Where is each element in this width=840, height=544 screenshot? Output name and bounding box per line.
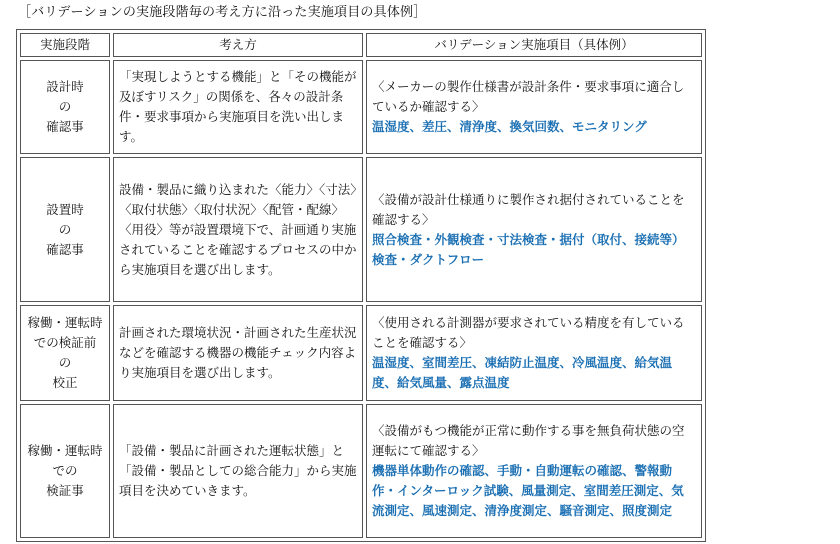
- stage-line: 稼働・運転時: [27, 315, 103, 330]
- stage-line: の: [58, 221, 72, 237]
- stage-line: 設計時: [46, 79, 84, 94]
- items-cell: [366, 157, 702, 302]
- stage-line: 設置時: [46, 201, 84, 217]
- items-cell: [366, 305, 702, 401]
- stage-line: の: [58, 355, 72, 370]
- stage-line: での検証前: [33, 335, 97, 350]
- table-row: [20, 157, 702, 302]
- header-items: バリデーション実施項目（具体例）: [366, 33, 702, 57]
- items-cell: [366, 60, 702, 154]
- item-description: 〈設備が設計仕様通りに製作され据付されていることを確認する〉: [372, 191, 685, 227]
- stage-cell: [20, 157, 110, 302]
- approach-cell: 「実現しようとする機能」と「その機能が及ぼすリスク」の関係を、各々の設計条件・要求事項から実施項目を洗い出します。: [113, 60, 363, 154]
- item-description: 〈設備がもつ機能が正常に動作する事を無負荷状態の空運転にて確認する〉: [372, 423, 685, 458]
- item-examples: 照合検査・外観検査・寸法検査・据付（取付、接続等）検査・ダクトフロー: [372, 231, 685, 267]
- header-row: [20, 33, 702, 57]
- stage-cell: [20, 404, 110, 538]
- stage-cell: [20, 60, 110, 154]
- item-examples: 機器単体動作の確認、手動・自動運転の確認、警報動作・インターロック試験、風量測定、室間差圧測定、気流測定、風速測定、清浄度測定、騒音測定、照度測定: [372, 463, 684, 518]
- stage-line: 稼働・運転時: [27, 443, 103, 458]
- approach-cell: 設備・製品に織り込まれた〈能力〉〈寸法〉〈取付状態〉〈取付状況〉〈配管・配線〉〈用役〉等が設置環境下で、計画通り実施されていることを確認するプロセスの中から実施項目を選び出します。: [113, 157, 363, 302]
- stage-line: 校正: [52, 375, 78, 390]
- approach-cell: 計画された環境状況・計画された生産状況などを確認する機器の機能チェック内容より実施項目を選び出します。: [113, 305, 363, 401]
- table-caption: ［バリデーションの実施段階毎の考え方に沿った実施項目の具体例］: [18, 5, 427, 20]
- approach-cell: 「設備・製品に計画された運転状態」と「設備・製品としての総合能力」から実施項目を決めていきます。: [113, 404, 363, 538]
- stage-line: での: [52, 463, 78, 478]
- stage-cell: [20, 305, 110, 401]
- stage-line: の: [58, 99, 72, 114]
- table-row: [20, 60, 702, 154]
- stage-line: 確認事: [46, 241, 84, 257]
- item-examples: 温湿度、室間差圧、凍結防止温度、冷風温度、給気温度、給気風量、露点温度: [372, 355, 673, 390]
- items-cell: [366, 404, 702, 538]
- validation-table: [16, 29, 706, 542]
- header-stage: 実施段階: [20, 33, 110, 57]
- stage-line: 確認事: [46, 119, 84, 134]
- stage-line: 検証事: [46, 483, 84, 498]
- table-row: [20, 404, 702, 538]
- item-description: 〈メーカーの製作仕様書が設計条件・要求事項に適合しているか確認する〉: [372, 79, 685, 114]
- table-row: [20, 305, 702, 401]
- header-approach: 考え方: [113, 33, 363, 57]
- item-examples: 温湿度、差圧、清浄度、換気回数、モニタリング: [372, 119, 647, 134]
- item-description: 〈使用される計測器が要求されている精度を有していることを確認する〉: [372, 315, 685, 350]
